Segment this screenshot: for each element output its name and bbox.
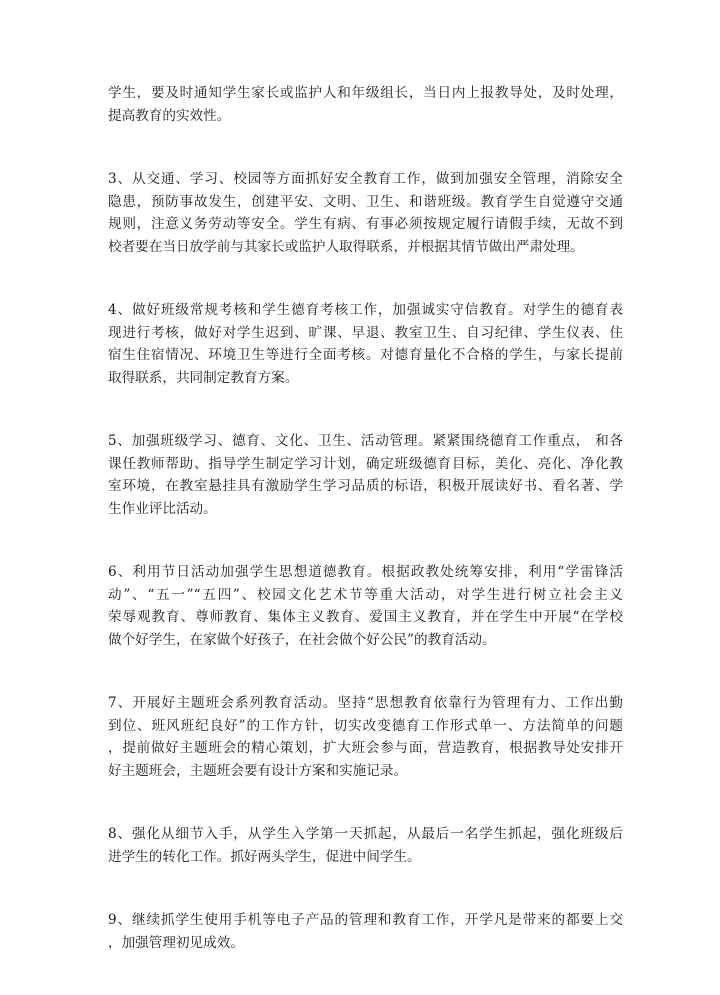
text-line: 进学生的转化工作。抓好两头学生，促进中间学生。 [108, 848, 421, 865]
paragraph-item-8 [108, 823, 623, 868]
text-line: 做个好学生，在家做个好孩子，在社会做个好公民”的教育活动。 [108, 631, 496, 648]
text-line: 3、从交通、学习、校园等方面抓好安全教育工作，做到加强安全管理，消除安全 [108, 171, 623, 187]
text-line: 规则，注意义务劳动等安全。学生有病、有事必须按规定履行请假手续，无故不到 [108, 216, 623, 232]
text-line: 生作业评比活动。 [108, 500, 217, 517]
text-line: 好主题班会，主题班会要有设计方案和实施记录。 [108, 762, 408, 779]
text-line: 7、开展好主题班会系列教育活动。坚持“思想教育依靠行为管理有力、工作出勤 [108, 695, 623, 711]
text-line: 到位、班风班纪良好”的工作方针，切实改变德育工作形式单一、方法简单的问题 [108, 717, 623, 734]
text-line: ，提前做好主题班会的精心策划，扩大班会参与面，营造教育，根据教导处安排开 [108, 740, 623, 756]
text-line: 5、加强班级学习、德育、文化、卫生、活动管理。紧紧围绕德育工作重点， 和各 [108, 433, 623, 449]
text-line: 室环境，在教室悬挂具有激励学生学习品质的标语，积极开展读好书、看名著、学 [108, 478, 623, 494]
text-line: 取得联系，共同制定教育方案。 [108, 369, 299, 386]
paragraph-item-7 [108, 692, 623, 782]
paragraph-1 [108, 82, 623, 127]
paragraph-item-3 [108, 168, 623, 258]
document-body [108, 82, 623, 995]
text-line: 现进行考核，做好对学生迟到、旷课、早退、教室卫生、自习纪律、学生仪表、住 [108, 324, 623, 341]
text-line: 6、利用节日活动加强学生思想道德教育。根据政教处统筹安排，利用“学雷锋活 [108, 564, 623, 580]
text-line: 8、强化从细节入手，从学生入学第一天抓起，从最后一名学生抓起，强化班级后 [108, 826, 623, 842]
text-line: 9、继续抓学生使用手机等电子产品的管理和教育工作，开学凡是带来的都要上交 [108, 912, 623, 928]
text-line: 课任教师帮助、指导学生制定学习计划，确定班级德育目标，美化、亮化、净化教 [108, 455, 623, 472]
text-line: 荣辱观教育、尊师教育、集体主义教育、爱国主义教育，并在学生中开展“在学校 [108, 609, 623, 625]
text-line: ，加强管理初见成效。 [108, 934, 244, 951]
text-line: 学生，要及时通知学生家长或监护人和年级组长，当日内上报教导处，及时处理， [108, 85, 623, 101]
paragraph-item-5 [108, 430, 623, 520]
text-line: 提高教育的实效性。 [108, 107, 231, 124]
paragraph-item-6 [108, 561, 623, 651]
text-line: 4、做好班级常规考核和学生德育考核工作，加强诚实守信教育。对学生的德育表 [108, 302, 623, 318]
text-line: 校者要在当日放学前与其家长或监护人取得联系，并根据其情节做出严肃处理。 [108, 238, 584, 255]
text-line: 动”、“五一”“五四”、校园文化艺术节等重大活动，对学生进行树立社会主义 [108, 586, 623, 603]
text-line: 隐患，预防事故发生，创建平安、文明、卫生、和谐班级。教育学生自觉遵守交通 [108, 193, 623, 210]
text-line: 宿生住宿情况、环境卫生等进行全面考核。对德育量化不合格的学生，与家长提前 [108, 347, 623, 363]
paragraph-item-4 [108, 299, 623, 389]
